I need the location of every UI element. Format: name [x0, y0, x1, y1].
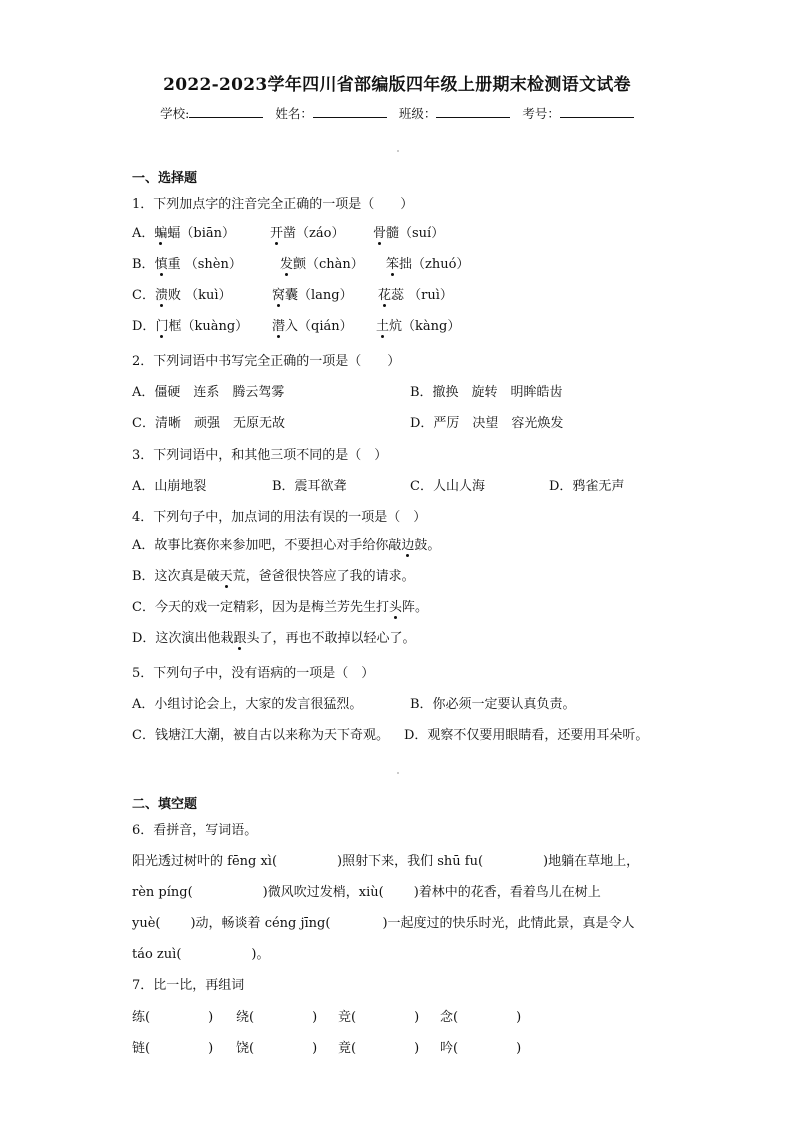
school-label: 学校: [160, 106, 190, 121]
class-label: 班级： [398, 106, 437, 121]
option-text: A．故事比赛你来参加吧，不要担心对手给你 [132, 538, 389, 553]
dotted-char: 笨 [386, 253, 399, 272]
pinyin-item: 髓（suí） [386, 226, 445, 241]
dotted-char: 溃 [155, 284, 168, 303]
pinyin-item: 入（qián） [285, 319, 353, 334]
paren: ) [414, 1010, 420, 1025]
char: 链( [132, 1041, 151, 1056]
option-text: ，爸爸很快答应了我的请求。 [245, 569, 415, 584]
q1-option-B-item2 [280, 253, 364, 272]
q1-option-A-item3 [373, 222, 444, 241]
option-text: 了，再也不敢掉以轻心了。 [259, 631, 416, 646]
char: 念( [440, 1010, 459, 1025]
decorative-dot [397, 772, 399, 774]
section-heading-fill: 二、填空题 [132, 797, 198, 812]
q4-option-A[interactable] [132, 534, 440, 553]
option-label: A． [132, 226, 155, 241]
q2-option-A[interactable]: A．僵硬 连系 腾云驾雾 [132, 385, 285, 400]
q7-item-2-2[interactable] [236, 1037, 317, 1056]
pinyin-item: 炕（kàng） [389, 319, 461, 334]
q1-option-B-item3 [386, 253, 469, 272]
pinyin-item: 颤（chàn） [293, 257, 364, 272]
q7-item-2-4[interactable] [440, 1037, 521, 1056]
exam-no-blank[interactable] [560, 104, 634, 118]
school-blank[interactable] [189, 104, 263, 118]
option-text: D．这次演出他 [132, 631, 221, 646]
dotted-char: 潜 [272, 315, 285, 334]
pinyin-item: 重 （shèn） [167, 257, 242, 272]
q5-option-D[interactable]: D．观察不仅要用眼睛看，还要用耳朵听。 [404, 728, 649, 743]
paren: ) [208, 1041, 214, 1056]
exam-title: 2022-2023学年四川省部编版四年级上册期末检测语文试卷 [163, 75, 631, 95]
pinyin-item: 蝠（biān） [167, 226, 236, 241]
text: rèn píng( [132, 885, 193, 900]
text: 阳光透过树叶的 fēng xì( [132, 854, 278, 869]
q3-option-A[interactable]: A．山崩地裂 [132, 479, 207, 494]
paren: ) [208, 1010, 214, 1025]
dotted-char: 花 [378, 284, 391, 303]
pinyin-item: 败 （kuì） [167, 288, 232, 303]
q7-item-1-3[interactable] [338, 1006, 419, 1025]
q2-stem: 2．下列词语中书写完全正确的一项是（ ） [132, 354, 401, 369]
dotted-word: 敲边鼓 [388, 534, 427, 553]
paren: ) [312, 1010, 318, 1025]
name-label: 姓名： [275, 106, 313, 121]
q6-line-3 [132, 912, 635, 931]
char: 饶( [236, 1041, 255, 1056]
q5-option-C[interactable]: C．钱塘江大潮，被自古以来称为天下奇观。 [132, 728, 389, 743]
exam-no-label: 考号： [522, 106, 560, 121]
q2-option-D[interactable]: D．严厉 决望 容光焕发 [410, 416, 564, 431]
dotted-char: 蝙 [154, 222, 167, 241]
dotted-word: 栽跟头 [220, 627, 259, 646]
option-label: B． [132, 257, 155, 272]
dotted-char: 骨 [373, 222, 386, 241]
q7-item-2-3[interactable] [338, 1037, 419, 1056]
paren: ) [516, 1041, 522, 1056]
class-blank[interactable] [436, 104, 510, 118]
pinyin-item: 拙（zhuó） [399, 257, 470, 272]
q1-option-C[interactable] [132, 284, 232, 303]
dotted-word: 破天荒 [207, 565, 246, 584]
decorative-dot [397, 150, 399, 152]
paren: ) [414, 1041, 420, 1056]
q4-option-D[interactable] [132, 627, 415, 646]
q4-option-B[interactable] [132, 565, 415, 584]
dotted-char: 发 [280, 253, 293, 272]
q7-stem: 7．比一比，再组词 [132, 978, 245, 993]
char: 吟( [440, 1041, 459, 1056]
q6-line-1 [132, 850, 639, 869]
q1-option-A[interactable] [132, 222, 235, 241]
q1-option-D-item2 [272, 315, 353, 334]
section-heading-choice: 一、选择题 [132, 171, 198, 186]
q1-option-C-item2 [272, 284, 353, 303]
student-info-line [0, 104, 794, 122]
q7-item-1-4[interactable] [440, 1006, 521, 1025]
option-text: B．这次真是 [132, 569, 207, 584]
text: )照射下来，我们 shū fu( [337, 854, 484, 869]
text: )动，畅谈着 céng jīng( [190, 916, 331, 931]
q4-option-C[interactable] [132, 596, 428, 615]
q5-option-B[interactable]: B．你必须一定要认真负责。 [410, 697, 576, 712]
char: 竞( [338, 1010, 357, 1025]
q3-option-D[interactable]: D．鸦雀无声 [549, 479, 625, 494]
char: 绕( [236, 1010, 255, 1025]
paren: ) [312, 1041, 318, 1056]
text: )地躺在草地上， [543, 854, 640, 869]
q5-stem: 5．下列句子中，没有语病的一项是（ ） [132, 666, 375, 681]
q6-line-2 [132, 881, 601, 900]
q6-line-4 [132, 943, 269, 962]
option-label: C． [132, 288, 155, 303]
text: )微风吹过发梢，xiù( [262, 885, 384, 900]
q7-item-1-1[interactable] [132, 1006, 213, 1025]
dotted-char: 窝 [272, 284, 285, 303]
q3-option-B[interactable]: B．震耳欲聋 [272, 479, 347, 494]
q3-option-C[interactable]: C．人山人海 [410, 479, 485, 494]
name-blank[interactable] [313, 104, 387, 118]
q1-option-D[interactable] [132, 315, 248, 334]
text: )一起度过的快乐时光，此情此景，真是令人 [382, 916, 635, 931]
text: yuè( [132, 916, 161, 931]
dotted-char: 门 [155, 315, 168, 334]
dotted-word: 打头阵 [376, 596, 415, 615]
pinyin-item: 蕊 （ruì） [391, 288, 453, 303]
option-text: C．今天的戏一定精彩，因为是梅兰芳先生 [132, 600, 376, 615]
option-text: 。 [427, 538, 441, 553]
q7-item-1-2[interactable] [236, 1006, 317, 1025]
dotted-char: 土 [376, 315, 389, 334]
text: )着林中的花香，看着鸟儿在树上 [413, 885, 601, 900]
char: 练( [132, 1010, 151, 1025]
option-label: D． [132, 319, 156, 334]
q1-option-A-item2 [270, 222, 344, 241]
q2-option-C[interactable]: C．清晰 顽强 无原无故 [132, 416, 285, 431]
char: 竟( [338, 1041, 357, 1056]
q1-stem: 1．下列加点字的注音完全正确的一项是（ ） [132, 197, 414, 212]
option-text: 。 [414, 600, 428, 615]
q1-option-D-item3 [376, 315, 460, 334]
q3-stem: 3．下列词语中，和其他三项不同的是（ ） [132, 448, 388, 463]
q1-option-B[interactable] [132, 253, 242, 272]
pinyin-item: 囊（lang） [285, 288, 353, 303]
q7-item-2-1[interactable] [132, 1037, 213, 1056]
pinyin-item: 框（kuàng） [168, 319, 249, 334]
text: )。 [251, 947, 270, 962]
q6-stem: 6．看拼音，写词语。 [132, 823, 258, 838]
text: táo zuì( [132, 947, 182, 962]
q4-stem: 4．下列句子中，加点词的用法有误的一项是（ ） [132, 510, 427, 525]
q5-option-A[interactable]: A．小组讨论会上，大家的发言很猛烈。 [132, 697, 363, 712]
dotted-char: 慎 [155, 253, 168, 272]
paren: ) [516, 1010, 522, 1025]
dotted-char: 开 [270, 222, 283, 241]
q2-option-B[interactable]: B．撤换 旋转 明眸皓齿 [410, 385, 563, 400]
q1-option-C-item3 [378, 284, 453, 303]
pinyin-item: 凿（záo） [283, 226, 345, 241]
